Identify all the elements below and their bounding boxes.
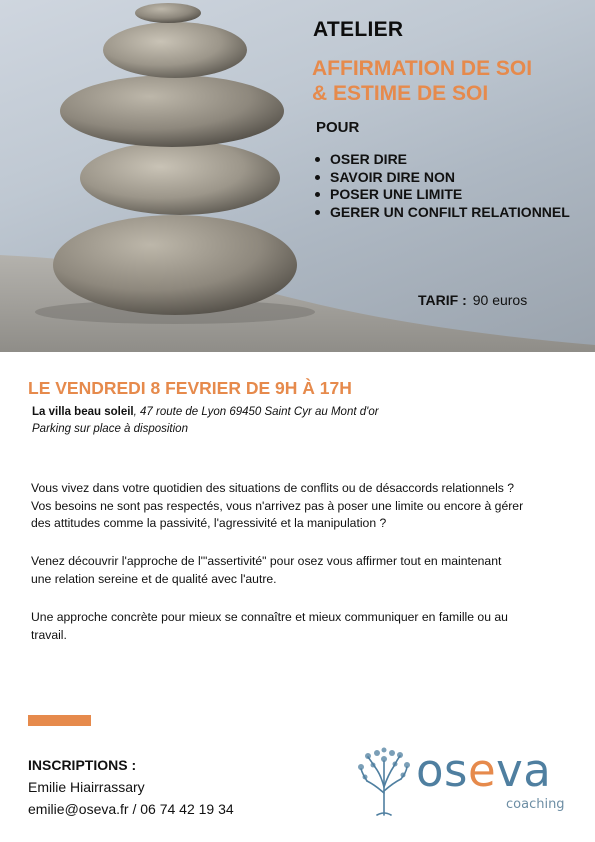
objective-item: OSER DIRE — [313, 151, 570, 169]
price-label: TARIF : — [418, 292, 467, 308]
price — [418, 292, 527, 308]
objective-item: SAVOIR DIRE NON — [313, 169, 570, 187]
atelier-label: ATELIER — [313, 18, 404, 41]
logo-wordmark — [416, 745, 551, 797]
event-venue — [32, 406, 379, 418]
logo-word-part: e — [467, 744, 497, 797]
accent-divider — [28, 715, 91, 726]
objectives-list — [313, 151, 570, 221]
closing-paragraph — [31, 609, 576, 644]
parking-note: Parking sur place à disposition — [32, 423, 188, 435]
approach-paragraph — [31, 553, 576, 588]
pour-label: POUR — [316, 119, 360, 136]
venue-address: , 47 route de Lyon 69450 Saint Cyr au Mont d'or — [133, 406, 379, 418]
contact-name: Emilie Hiairrassary — [28, 779, 145, 795]
text-line: Vos besoins ne sont pas respectés, vous n'arrivez pas à poser une limite ou encore à gérer — [31, 498, 524, 513]
contact-email-phone: emilie@oseva.fr / 06 74 42 19 34 — [28, 801, 234, 817]
tree-icon — [355, 745, 413, 819]
logo-word-part: os — [416, 744, 468, 797]
text-line: des attitudes comme la passivité, l'agressivité et la manipulation ? — [31, 516, 387, 530]
inscriptions-title: INSCRIPTIONS : — [28, 757, 137, 773]
event-date: LE VENDREDI 8 FEVRIER DE 9H À 17H — [28, 378, 352, 398]
text-line: Vous vivez dans votre quotidien des situations de conflits ou de désaccords relationnels ? — [31, 481, 515, 495]
intro-paragraph — [31, 480, 576, 533]
logo-subtitle: coaching — [506, 797, 565, 812]
text-line: Venez découvrir l'approche de l'"assertivité" pour osez vous affirmer tout en maintenant — [31, 554, 502, 568]
text-line: Une approche concrète pour mieux se connaître et mieux communiquer en famille ou au — [31, 610, 508, 624]
objective-item: GERER UN CONFILT RELATIONNEL — [313, 204, 570, 222]
price-value: 90 euros — [472, 292, 528, 308]
hero-banner — [0, 0, 595, 352]
text-line: une relation sereine et de qualité avec l'autre. — [31, 571, 277, 586]
objective-item: POSER UNE LIMITE — [313, 186, 570, 204]
title-line-2: & ESTIME DE SOI — [312, 82, 489, 105]
text-line: travail. — [31, 627, 67, 642]
logo-word-part: va — [496, 744, 552, 797]
oseva-logo — [355, 745, 570, 825]
title-line-1: AFFIRMATION DE SOI — [312, 57, 533, 80]
venue-name: La villa beau soleil — [32, 406, 134, 418]
